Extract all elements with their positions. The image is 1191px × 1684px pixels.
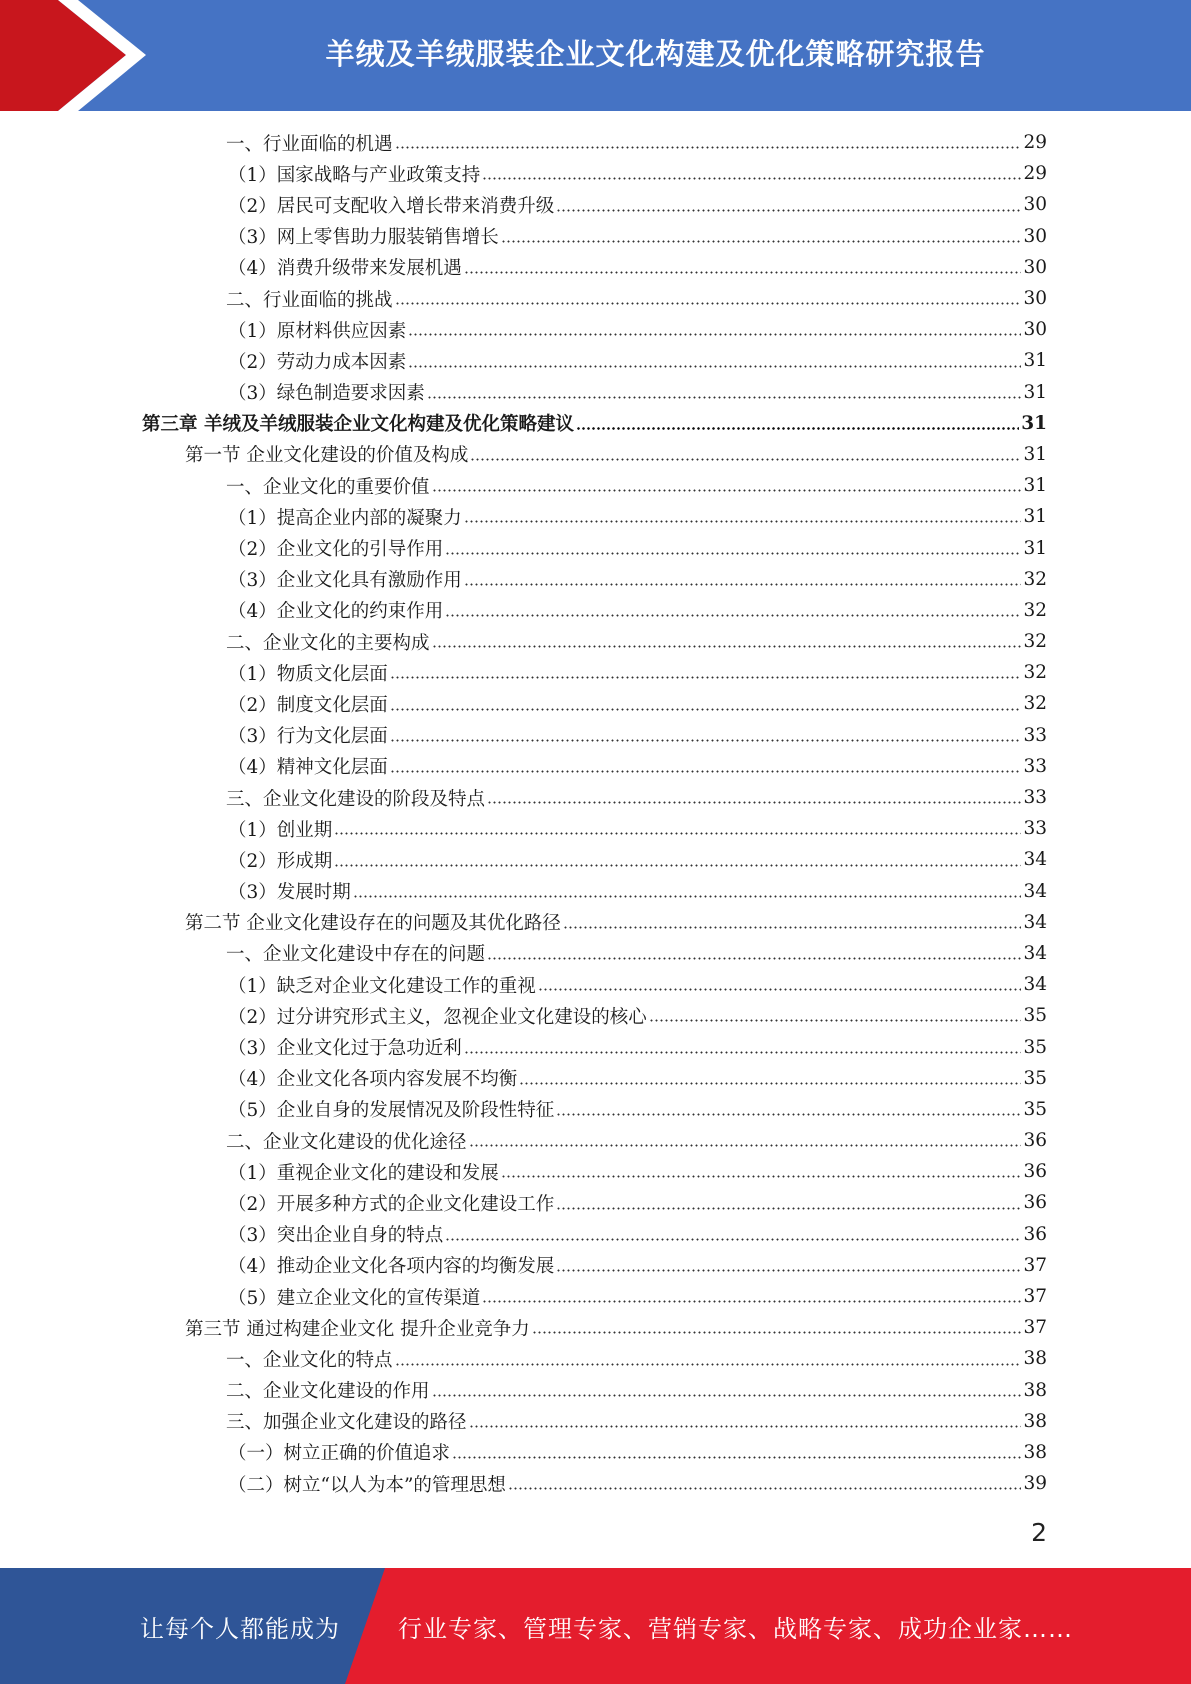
toc-entry-page: 38	[1023, 1348, 1047, 1370]
toc-entry-title: （2）开展多种方式的企业文化建设工作	[228, 1193, 555, 1215]
toc-entry-page: 31	[1023, 381, 1047, 403]
toc-dot-leader	[395, 1363, 1022, 1366]
table-of-contents	[0, 127, 1191, 1499]
toc-entry-title: （2）居民可支配收入增长带来消费升级	[228, 195, 555, 217]
toc-entry[interactable]	[0, 1156, 1191, 1187]
toc-dot-leader	[519, 1082, 1021, 1085]
toc-entry[interactable]	[0, 720, 1191, 751]
toc-entry-title: （1）重视企业文化的建设和发展	[228, 1162, 499, 1184]
toc-entry[interactable]	[0, 844, 1191, 875]
toc-dot-leader	[432, 645, 1022, 648]
toc-entry-title: （5）建立企业文化的宣传渠道	[228, 1287, 481, 1309]
toc-entry-page: 31	[1023, 350, 1047, 372]
toc-entry-page: 31	[1021, 412, 1047, 434]
toc-entry-title: （3）绿色制造要求因素	[228, 383, 425, 405]
toc-entry-page: 35	[1023, 1005, 1047, 1027]
toc-dot-leader	[445, 1238, 1021, 1241]
toc-entry[interactable]	[0, 1000, 1191, 1031]
toc-entry[interactable]	[0, 1187, 1191, 1218]
toc-entry[interactable]	[0, 1312, 1191, 1343]
toc-dot-leader	[464, 583, 1022, 586]
toc-entry-title: 一、行业面临的机遇	[226, 133, 393, 155]
toc-entry-page: 30	[1023, 319, 1047, 341]
toc-dot-leader	[556, 1269, 1021, 1272]
toc-entry[interactable]	[0, 158, 1191, 189]
toc-entry[interactable]	[0, 595, 1191, 626]
toc-entry-page: 36	[1023, 1192, 1047, 1214]
toc-entry-page: 38	[1023, 1410, 1047, 1432]
toc-dot-leader	[390, 739, 1022, 742]
toc-entry-page: 37	[1023, 1286, 1047, 1308]
toc-entry[interactable]	[0, 751, 1191, 782]
toc-entry[interactable]	[0, 782, 1191, 813]
toc-dot-leader	[469, 1425, 1022, 1428]
toc-entry-title: （4）推动企业文化各项内容的均衡发展	[228, 1256, 555, 1278]
toc-dot-leader	[470, 458, 1021, 461]
toc-entry-page: 37	[1023, 1317, 1047, 1339]
toc-entry-page: 35	[1023, 1098, 1047, 1120]
report-title: 羊绒及羊绒服装企业文化构建及优化策略研究报告	[325, 36, 986, 71]
toc-entry-title: （3）发展时期	[228, 882, 351, 904]
toc-entry-page: 32	[1023, 568, 1047, 590]
toc-dot-leader	[556, 1207, 1021, 1210]
toc-entry-title: 三、企业文化建设的阶段及特点	[226, 788, 486, 810]
toc-entry-title: （4）精神文化层面	[228, 757, 388, 779]
toc-entry-title: （3）企业文化具有激励作用	[228, 570, 462, 592]
toc-entry-page: 29	[1023, 163, 1047, 185]
toc-entry[interactable]	[0, 1281, 1191, 1312]
toc-entry-title: （4）企业文化各项内容发展不均衡	[228, 1069, 518, 1091]
toc-entry-page: 34	[1023, 974, 1047, 996]
toc-dot-leader	[501, 1175, 1022, 1178]
toc-entry-title: 第二节 企业文化建设存在的问题及其优化路径	[185, 913, 561, 935]
toc-entry-page: 36	[1023, 1223, 1047, 1245]
toc-dot-leader	[452, 1456, 1021, 1459]
toc-dot-leader	[427, 396, 1022, 399]
toc-entry[interactable]	[0, 252, 1191, 283]
toc-entry[interactable]	[0, 938, 1191, 969]
toc-dot-leader	[353, 895, 1022, 898]
toc-entry[interactable]	[0, 377, 1191, 408]
toc-entry-page: 32	[1023, 599, 1047, 621]
toc-dot-leader	[432, 1394, 1022, 1397]
toc-entry-page: 33	[1023, 818, 1047, 840]
toc-entry-page: 35	[1023, 1067, 1047, 1089]
toc-entry-page: 33	[1023, 724, 1047, 746]
toc-entry-page: 37	[1023, 1254, 1047, 1276]
header-arrow-decoration	[0, 0, 160, 111]
toc-entry-title: 一、企业文化的重要价值	[226, 476, 430, 498]
toc-entry-title: （1）国家战略与产业政策支持	[228, 164, 481, 186]
toc-dot-leader	[501, 240, 1022, 243]
toc-dot-leader	[390, 676, 1022, 679]
toc-dot-leader	[563, 926, 1022, 929]
toc-entry-page: 31	[1023, 475, 1047, 497]
toc-entry[interactable]	[0, 1468, 1191, 1499]
toc-entry-title: （1）缺乏对企业文化建设工作的重视	[228, 975, 536, 997]
toc-entry-title: 二、企业文化建设的优化途径	[226, 1131, 467, 1153]
toc-entry[interactable]	[0, 813, 1191, 844]
toc-dot-leader	[482, 1300, 1021, 1303]
report-header	[0, 0, 1191, 111]
footer-slogan-right: 行业专家、管理专家、营销专家、战略专家、成功企业家……	[398, 1614, 1073, 1643]
toc-entry[interactable]	[0, 1437, 1191, 1468]
toc-dot-leader	[395, 146, 1022, 149]
toc-entry-title: （2）制度文化层面	[228, 694, 388, 716]
toc-entry-page: 33	[1023, 787, 1047, 809]
toc-entry-title: （4）企业文化的约束作用	[228, 601, 444, 623]
toc-entry-page: 33	[1023, 755, 1047, 777]
toc-entry[interactable]	[0, 501, 1191, 532]
toc-dot-leader	[487, 957, 1021, 960]
toc-entry[interactable]	[0, 1219, 1191, 1250]
toc-entry-title: （2）企业文化的引导作用	[228, 539, 444, 561]
toc-dot-leader	[464, 1051, 1022, 1054]
toc-entry-page: 31	[1023, 443, 1047, 465]
toc-entry[interactable]	[0, 470, 1191, 501]
toc-entry-page: 39	[1023, 1473, 1047, 1495]
toc-dot-leader	[445, 552, 1021, 555]
toc-entry[interactable]	[0, 1250, 1191, 1281]
toc-entry-page: 30	[1023, 194, 1047, 216]
toc-dot-leader	[395, 302, 1022, 305]
toc-entry[interactable]	[0, 1063, 1191, 1094]
toc-entry[interactable]	[0, 564, 1191, 595]
toc-entry-page: 38	[1023, 1379, 1047, 1401]
toc-entry-title: （1）物质文化层面	[228, 663, 388, 685]
toc-entry-page: 32	[1023, 662, 1047, 684]
toc-entry-page: 30	[1023, 256, 1047, 278]
toc-entry-page: 30	[1023, 288, 1047, 310]
toc-dot-leader	[432, 489, 1022, 492]
toc-entry[interactable]	[0, 439, 1191, 470]
toc-dot-leader	[487, 801, 1021, 804]
toc-entry-title: （2）劳动力成本因素	[228, 351, 407, 373]
toc-entry[interactable]	[0, 1406, 1191, 1437]
toc-entry-page: 31	[1023, 537, 1047, 559]
toc-dot-leader	[469, 1144, 1022, 1147]
toc-dot-leader	[532, 1331, 1022, 1334]
toc-entry-page: 34	[1023, 911, 1047, 933]
toc-entry-page: 30	[1023, 225, 1047, 247]
toc-dot-leader	[334, 832, 1021, 835]
toc-entry-title: （1）提高企业内部的凝聚力	[228, 507, 462, 529]
toc-entry-title: （二）树立“以人为本”的管理思想	[228, 1474, 506, 1496]
toc-dot-leader	[408, 365, 1021, 368]
toc-entry[interactable]	[0, 1094, 1191, 1125]
toc-entry-title: （2）过分讲究形式主义，忽视企业文化建设的核心	[228, 1006, 647, 1028]
toc-entry-title: 一、企业文化的特点	[226, 1349, 393, 1371]
toc-entry-title: 二、行业面临的挑战	[226, 289, 393, 311]
toc-entry-title: 一、企业文化建设中存在的问题	[226, 944, 486, 966]
toc-dot-leader	[390, 708, 1022, 711]
toc-entry-title: 三、加强企业文化建设的路径	[226, 1412, 467, 1434]
toc-entry-title: （3）企业文化过于急功近利	[228, 1038, 462, 1060]
toc-entry-title: （3）网上零售助力服装销售增长	[228, 227, 499, 249]
toc-entry-title: 第三节 通过构建企业文化 提升企业竞争力	[185, 1318, 530, 1340]
toc-entry-title: 二、企业文化的主要构成	[226, 632, 430, 654]
toc-entry[interactable]	[0, 688, 1191, 719]
toc-entry-page: 35	[1023, 1036, 1047, 1058]
toc-dot-leader	[538, 988, 1022, 991]
toc-entry-page: 32	[1023, 631, 1047, 653]
toc-entry[interactable]	[0, 969, 1191, 1000]
toc-dot-leader	[390, 770, 1022, 773]
toc-entry-page: 36	[1023, 1130, 1047, 1152]
footer-slogan-left: 让每个人都能成为	[140, 1614, 340, 1643]
toc-dot-leader	[556, 209, 1021, 212]
toc-entry-title: （4）消费升级带来发展机遇	[228, 258, 462, 280]
toc-entry-title: 第三章 羊绒及羊绒服装企业文化构建及优化策略建议	[142, 414, 574, 436]
toc-entry[interactable]	[0, 408, 1191, 439]
toc-entry-title: （2）形成期	[228, 850, 333, 872]
toc-dot-leader	[334, 864, 1021, 867]
toc-entry[interactable]	[0, 1125, 1191, 1156]
toc-entry-page: 38	[1023, 1441, 1047, 1463]
toc-entry-title: （3）行为文化层面	[228, 726, 388, 748]
toc-entry-page: 29	[1023, 132, 1047, 154]
toc-dot-leader	[482, 177, 1021, 180]
toc-entry[interactable]	[0, 657, 1191, 688]
toc-entry[interactable]	[0, 1343, 1191, 1374]
toc-dot-leader	[508, 1487, 1022, 1490]
toc-entry-title: （3）突出企业自身的特点	[228, 1225, 444, 1247]
toc-dot-leader	[408, 333, 1021, 336]
toc-entry-title: 二、企业文化建设的作用	[226, 1381, 430, 1403]
toc-entry[interactable]	[0, 127, 1191, 158]
toc-entry-title: （1）原材料供应因素	[228, 320, 407, 342]
toc-entry[interactable]	[0, 314, 1191, 345]
toc-dot-leader	[556, 1113, 1021, 1116]
toc-entry[interactable]	[0, 1031, 1191, 1062]
toc-entry-page: 34	[1023, 880, 1047, 902]
toc-entry[interactable]	[0, 345, 1191, 376]
toc-entry-page: 32	[1023, 693, 1047, 715]
toc-entry[interactable]	[0, 907, 1191, 938]
toc-entry[interactable]	[0, 532, 1191, 563]
toc-entry-page: 31	[1023, 506, 1047, 528]
toc-entry-title: （5）企业自身的发展情况及阶段性特征	[228, 1100, 555, 1122]
toc-dot-leader	[464, 271, 1022, 274]
toc-dot-leader	[576, 427, 1019, 430]
toc-entry-title: （1）创业期	[228, 819, 333, 841]
toc-entry[interactable]	[0, 626, 1191, 657]
toc-entry-page: 36	[1023, 1161, 1047, 1183]
toc-dot-leader	[649, 1019, 1022, 1022]
page-footer	[0, 1568, 1191, 1684]
toc-entry[interactable]	[0, 283, 1191, 314]
toc-entry[interactable]	[0, 1375, 1191, 1406]
toc-entry[interactable]	[0, 221, 1191, 252]
toc-dot-leader	[445, 614, 1021, 617]
toc-entry[interactable]	[0, 189, 1191, 220]
toc-entry-title: （一）树立正确的价值追求	[228, 1443, 451, 1465]
toc-entry[interactable]	[0, 876, 1191, 907]
toc-dot-leader	[464, 520, 1022, 523]
page-number: 2	[1031, 1518, 1047, 1547]
toc-entry-page: 34	[1023, 942, 1047, 964]
toc-entry-page: 34	[1023, 849, 1047, 871]
toc-entry-title: 第一节 企业文化建设的价值及构成	[185, 445, 469, 467]
